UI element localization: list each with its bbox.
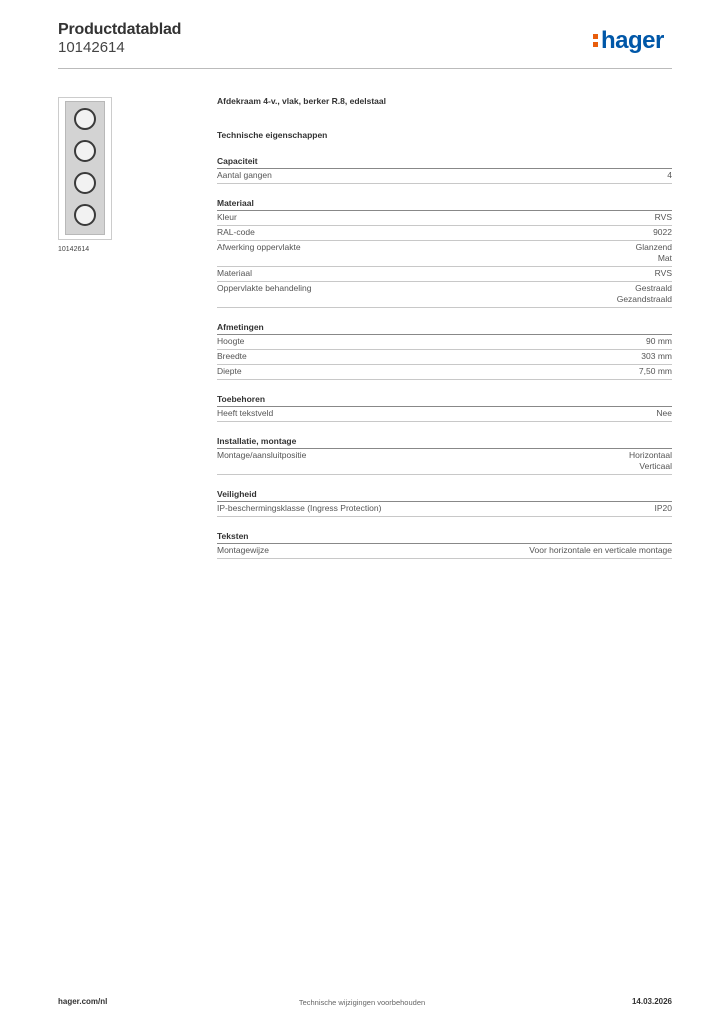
footer-date: 14.03.2026: [631, 997, 672, 1006]
spec-group: [217, 530, 672, 559]
spec-group-title: Materiaal: [217, 197, 672, 211]
spec-row: [217, 449, 672, 475]
spec-row: [217, 407, 672, 422]
footer-website[interactable]: hager.com/nl: [58, 997, 108, 1006]
spec-value-line: Nee: [656, 408, 672, 418]
spec-label: Montagewijze: [217, 545, 269, 555]
spec-value: [655, 212, 672, 223]
spec-value: [617, 283, 672, 305]
spec-value-line: Gezandstraald: [616, 294, 672, 304]
spec-label: Afwerking oppervlakte: [217, 242, 301, 252]
spec-group: [217, 197, 672, 308]
spec-label: Heeft tekstveld: [217, 408, 274, 418]
spec-group-title: Afmetingen: [217, 321, 672, 335]
spec-value: [641, 351, 672, 362]
header-divider: [58, 68, 672, 69]
spec-label: Aantal gangen: [217, 170, 272, 180]
spec-row: [217, 544, 672, 559]
socket-ring-icon: [74, 108, 96, 130]
spec-label: IP-beschermingsklasse (Ingress Protection): [217, 503, 382, 513]
spec-value-line: 7,50 mm: [638, 366, 672, 376]
spec-value: [646, 336, 672, 347]
spec-group: [217, 488, 672, 517]
spec-row: [217, 350, 672, 365]
spec-row: [217, 335, 672, 350]
product-code: 10142614: [58, 39, 125, 56]
spec-value-line: Verticaal: [639, 461, 672, 471]
spec-value-line: Horizontaal: [629, 450, 672, 460]
spec-row: [217, 211, 672, 226]
spec-groups: [217, 155, 672, 559]
spec-value: [667, 170, 672, 181]
spec-label: RAL-code: [217, 227, 255, 237]
spec-value-line: Glanzend: [635, 242, 672, 252]
spec-row: [217, 502, 672, 517]
spec-row: [217, 226, 672, 241]
cover-frame-icon: [65, 101, 105, 235]
section-title: Technische eigenschappen: [217, 130, 328, 140]
hager-logo: [593, 27, 664, 55]
spec-group-title: Capaciteit: [217, 155, 672, 169]
spec-label: Breedte: [217, 351, 247, 361]
spec-value: [639, 366, 672, 377]
spec-value-line: Gestraald: [635, 283, 672, 293]
spec-label: Oppervlakte behandeling: [217, 283, 312, 293]
spec-row: [217, 241, 672, 267]
spec-value-line: IP20: [654, 503, 672, 513]
spec-row: [217, 267, 672, 282]
spec-label: Diepte: [217, 366, 242, 376]
socket-ring-icon: [74, 204, 96, 226]
spec-group-title: Installatie, montage: [217, 435, 672, 449]
logo-text: hager: [601, 27, 664, 54]
product-image: [58, 97, 112, 240]
spec-row: [217, 282, 672, 308]
spec-value: [655, 268, 672, 279]
spec-value-line: 90 mm: [646, 336, 672, 346]
spec-row: [217, 169, 672, 184]
socket-ring-icon: [74, 172, 96, 194]
spec-label: Hoogte: [217, 336, 245, 346]
page-title: Productdatablad: [58, 21, 182, 38]
spec-value: [653, 227, 672, 238]
spec-value-line: 4: [667, 170, 672, 180]
spec-group: [217, 321, 672, 380]
spec-value-line: RVS: [654, 212, 672, 222]
spec-group-title: Veiligheid: [217, 488, 672, 502]
spec-value-line: Voor horizontale en verticale montage: [529, 545, 672, 555]
spec-value-line: 303 mm: [641, 351, 672, 361]
spec-value-line: 9022: [653, 227, 672, 237]
spec-value: [629, 450, 672, 472]
spec-group: [217, 155, 672, 184]
spec-value-line: RVS: [654, 268, 672, 278]
spec-group-title: Teksten: [217, 530, 672, 544]
spec-value: [655, 503, 673, 514]
spec-value-line: Mat: [657, 253, 672, 263]
spec-label: Kleur: [217, 212, 237, 222]
footer-notice: Technische wijzigingen voorbehouden: [298, 998, 426, 1007]
spec-group-title: Toebehoren: [217, 393, 672, 407]
spec-row: [217, 365, 672, 380]
spec-value: [529, 545, 672, 556]
spec-content: [217, 96, 672, 559]
spec-group: [217, 435, 672, 475]
product-name: Afdekraam 4-v., vlak, berker R.8, edelstaal: [217, 96, 386, 106]
spec-label: Montage/aansluitpositie: [217, 450, 307, 460]
spec-value: [636, 242, 672, 264]
image-caption: 10142614: [58, 246, 90, 253]
spec-group: [217, 393, 672, 422]
spec-label: Materiaal: [217, 268, 252, 278]
spec-value: [656, 408, 672, 419]
socket-ring-icon: [74, 140, 96, 162]
